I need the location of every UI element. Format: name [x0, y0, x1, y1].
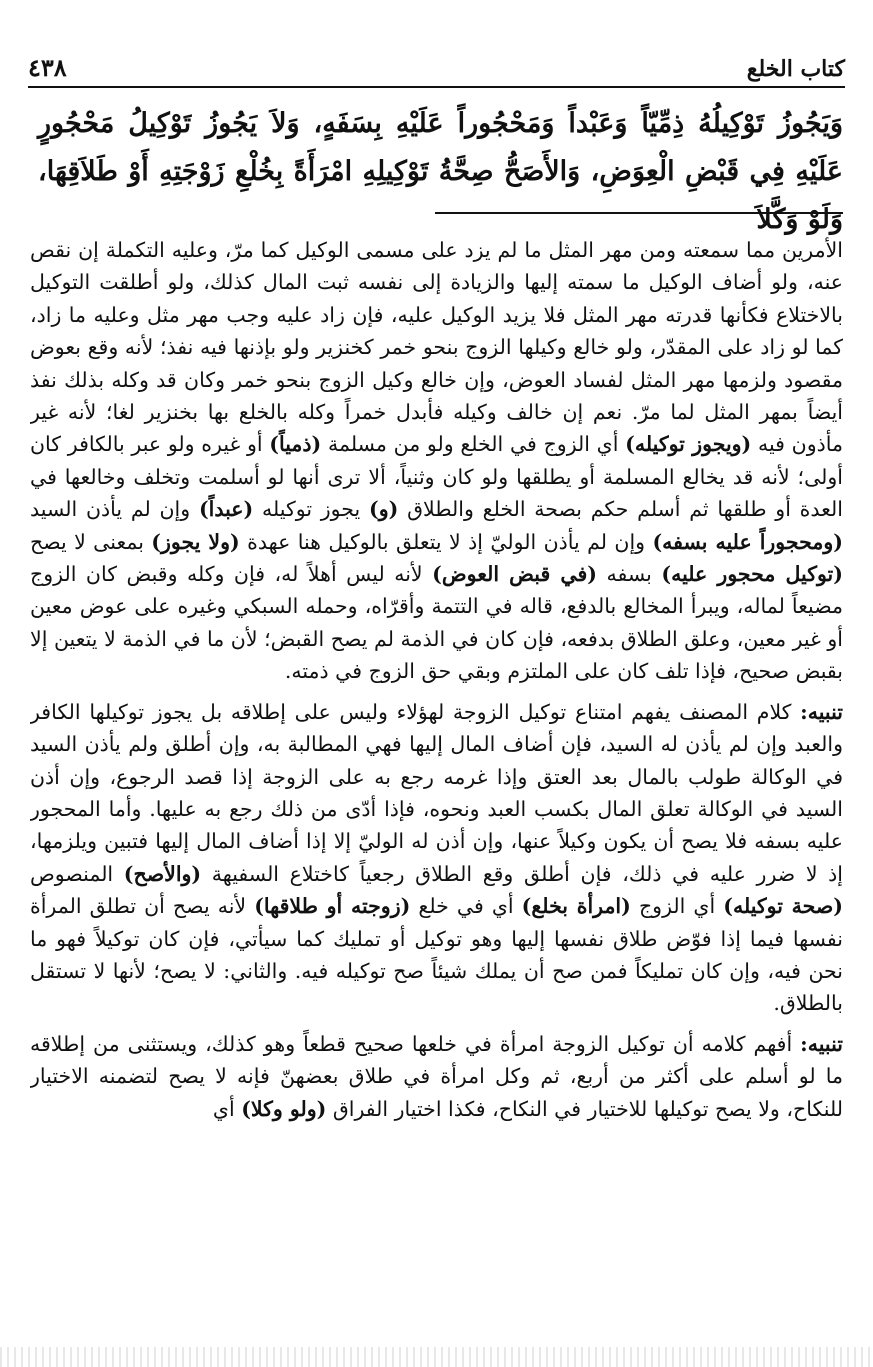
- text-run: وإن لم يأذن الوليّ إذ لا يتعلق بالوكيل هنا عهدة: [247, 529, 646, 554]
- text-run: بسفه: [606, 562, 652, 587]
- quoted-matn: (في قبض العوض): [432, 562, 597, 587]
- quoted-matn: (زوجته أو طلاقها): [254, 894, 411, 919]
- page-number: ٤٣٨: [28, 53, 67, 82]
- text-run: أي في خلع: [418, 894, 514, 919]
- text-run: كلام المصنف يفهم امتناع توكيل الزوجة لهؤلاء وليس على إطلاقه بل يجوز توكيلها الكافر والعبد وإن لم يأذن له السيد، فإن أضاف المال إليها فهي المطالبة به، وإن أطلق ولم يأذن السيد في الوكالة طولب بالمال بعد العتق وإذا غرمه رجع به على الزوجة إذا قصد الرجوع، وإن أذن السيد في الوكالة تعلق المال بكسب العبد ونحوه، فإذا أدّى من ذلك رجع به عليها. وأما المحجور عليه بسفه فلا يصح أن يكون وكيلاً عنها، وإن أذن له الوليّ إلا إذا أضاف المال إليها فتبين ويلزمها، إذ لا ضرر عليه في ذلك، فإن أطلق وقع الطلاق رجعياً كاختلاع السفيهة: [30, 699, 843, 886]
- paragraph-1: [30, 234, 843, 688]
- scan-edge: [0, 1347, 873, 1367]
- quoted-matn: (عبداً): [198, 497, 254, 522]
- quoted-matn: (توكيل محجور عليه): [661, 562, 843, 587]
- text-run: وإن لم يأذن السيد: [30, 497, 191, 522]
- matn-text: وَيَجُوزُ تَوْكِيلُهُ ذِمِّيّاً وَعَبْداً وَمَحْجُوراً عَلَيْهِ بِسَفَهٍ، وَلاَ يَجُوزُ تَوْكِيلُ مَحْجُورٍ عَلَيْهِ فِي قَبْضِ الْعِوَضِ، وَالأَصَحُّ صِحَّةُ تَوْكِيلِهِ امْرَأَةً بِخُلْعِ زَوْجَتِهِ أَوْ طَلاَقِهَا، وَلَوْ وَكَّلاَ: [38, 108, 843, 235]
- quoted-matn: (ومحجوراً عليه بسفه): [652, 529, 843, 554]
- text-run: أفهم كلامه أن توكيل الزوجة امرأة في خلعها صحيح قطعاً وهو كذلك، ويستثنى من إطلاقه ما لو أسلم على أكثر من أربع، ثم وكل امرأة في طلاق بعضهنّ فإنه لا يصح لتضمنه الاختيار للنكاح، ولا يصح توكيلها للاختيار في النكاح، فكذا اختيار الفراق: [30, 1031, 843, 1121]
- separator-line: [435, 212, 843, 214]
- text-run: أي الزوج في الخلع ولو من مسلمة: [327, 432, 619, 457]
- text-run: بمعنى لا يصح: [30, 529, 144, 554]
- quoted-matn: (ويجوز توكيله): [625, 432, 752, 457]
- note-label: تنبيه:: [800, 699, 843, 724]
- quoted-matn: (ولو وكلا): [241, 1096, 327, 1121]
- commentary-body: [30, 234, 843, 1344]
- quoted-matn: (ولا يجوز): [151, 529, 240, 554]
- page-header: [28, 48, 845, 88]
- quoted-matn: (امرأة بخلع): [521, 894, 631, 919]
- note-label: تنبيه:: [800, 1031, 843, 1056]
- quoted-matn: (و): [369, 497, 399, 522]
- paragraph-3: [30, 1028, 843, 1125]
- text-run: لأنه يصح أن تطلق المرأة نفسها فيما إذا فوّض طلاق نفسها إليها وهو توكيل أو تمليك كما سيأتي، فإن كان توكيلاً فهو ما نحن فيه، وإن كان تمليكاً فمن صح أن يملك شيئاً صح توكيله فيه. والثاني: لا يصح؛ لأنها لا تستقل بالطلاق.: [30, 894, 843, 1016]
- text-run: أي الزوج: [638, 894, 716, 919]
- text-run: أي: [212, 1096, 235, 1121]
- quoted-matn: (والأصح): [123, 861, 202, 886]
- quoted-matn: (صحة توكيله): [723, 894, 843, 919]
- text-run: أو غيره ولو عبر بالكافر كان أولى؛ لأنه قد يخالع المسلمة أو يطلقها ولو كان وثنياً، ألا ترى أنها لو أسلمت وتخلف وخالعها في العدة أو طلقها ثم أسلم حكم بصحة الخلع والطلاق: [30, 432, 843, 522]
- book-title: كتاب الخلع: [746, 56, 845, 82]
- quoted-matn: (ذمياً): [269, 432, 322, 457]
- paragraph-2: [30, 696, 843, 1020]
- text-run: المنصوص: [30, 861, 114, 886]
- text-run: الأمرين مما سمعته ومن مهر المثل ما لم يزد على مسمى الوكيل كما مرّ، وعليه التكملة إن نقص عنه، ولو أضاف الوكيل ما سمته إليها والزيادة إلى نفسه ثبت المال كذلك، ولو أطلقت التوكيل بالاختلاع فكأنها قدرته مهر المثل فلا يزيد الوكيل عليه، فإن زاد عليه وجب مهر مثل وعليه ما زاد، كما لو زاد على المقدّر، ولو خالع وكيلها الزوج بنحو خمر كخنزير ولو بإذنها فيه نفذ؛ لأنه وقع بعوض مقصود ولزمها مهر المثل لفساد العوض، وإن خالع وكيل الزوج بنحو خمر وكان قد وكله بذلك نفذ أيضاً بمهر المثل لما مرّ. نعم إن خالف وكيله فأبدل خمراً وكله بالخلع بها بخنزير لغا؛ لأنه غير مأذون فيه: [30, 238, 843, 457]
- text-run: يجوز توكيله: [262, 497, 361, 522]
- text-run: لأنه ليس أهلاً له، فإن وكله وقبض كان الزوج مضيعاً لماله، ويبرأ المخالع بالدفع، قاله في التتمة وأقرّاه، وحمله السبكي وغيره على عوض معين أو غير معين، وعلق الطلاق بدفعه، فإن كان في الذمة لم يصح القبض؛ لأن ما في الذمة لا يتعين إلا بقبض صحيح، فإذا تلف كان على الملتزم وبقي حق الزوج في ذمته.: [30, 562, 843, 684]
